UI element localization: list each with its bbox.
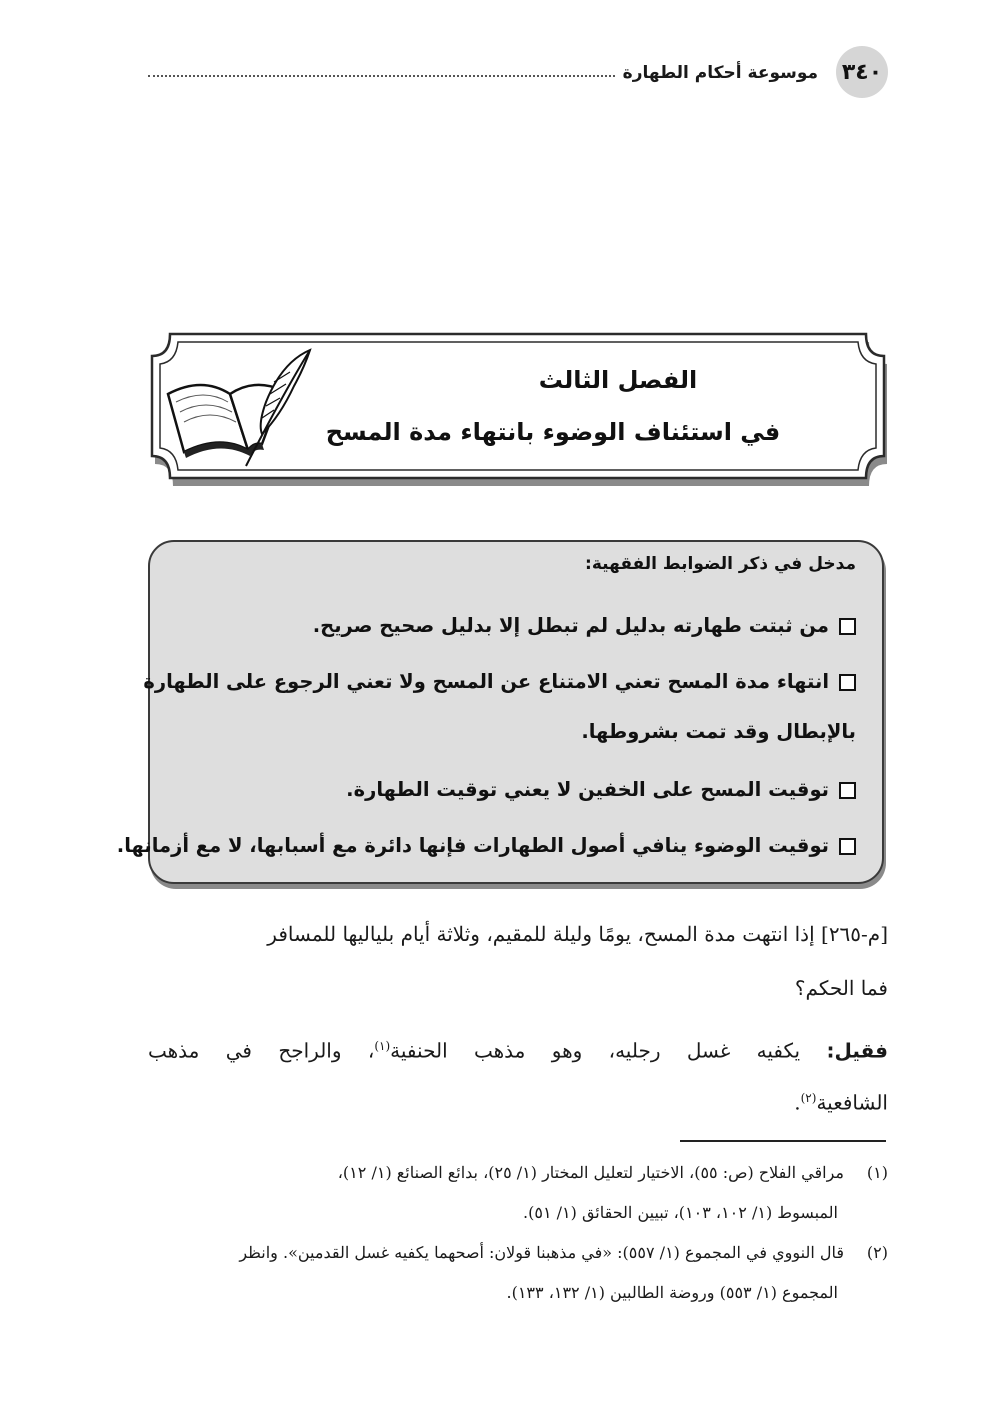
footnote-text-continuation: المجموع (١/ ٥٥٣) وروضة الطالبين (١/ ١٣٢، ١٣٣). [506, 1283, 838, 1302]
answer-text: ، والراجح في مذهب [148, 1038, 375, 1063]
issue-paragraph-line: [م-٢٦٥] إذا انتهت مدة المسح، يومًا وليلة للمقيم، وثلاثة أيام بلياليها للمسافر [267, 922, 888, 946]
footnote-separator [680, 1140, 886, 1142]
footnote-number: (٢) [866, 1243, 888, 1262]
answer-paragraph-line [148, 1078, 888, 1123]
page-number: ٣٤٠ [836, 46, 888, 98]
footnote-text-continuation: المبسوط (١/ ١٠٢، ١٠٣)، تبيين الحقائق (١/ ٥١). [523, 1203, 838, 1222]
checkbox-bullet-icon [839, 618, 856, 635]
chapter-frame [148, 330, 888, 486]
issue-paragraph-line: فما الحكم؟ [794, 976, 888, 1000]
footnote [148, 1156, 888, 1190]
rule-item [116, 820, 856, 872]
rule-item [162, 764, 856, 816]
rule-text: من ثبتت طهارته بدليل لم تبطل إلا بدليل صحيح صريح. [312, 614, 829, 637]
answer-paragraph-line [148, 1026, 888, 1071]
rule-text: توقيت الوضوء ينافي أصول الطهارات فإنها دائرة مع أسبابها، لا مع أزمانها. [116, 834, 829, 857]
answer-text: . [794, 1090, 801, 1115]
chapter-subtitle: في استئناف الوضوء بانتهاء مدة المسح [325, 418, 781, 446]
book-quill-icon [162, 342, 312, 470]
rule-text: توقيت المسح على الخفين لا يعني توقيت الطهارة. [346, 778, 829, 801]
checkbox-bullet-icon [839, 674, 856, 691]
chapter-title: الفصل الثالث [538, 366, 698, 394]
running-header [148, 58, 826, 88]
footnote-number: (١) [866, 1163, 888, 1182]
rule-item [162, 600, 856, 652]
rule-item [143, 656, 856, 708]
rules-box [116, 540, 884, 884]
footnote [148, 1236, 888, 1270]
rule-text: انتهاء مدة المسح تعني الامتناع عن المسح ولا تعني الرجوع على الطهارة [143, 670, 829, 693]
footnote-text: مراقي الفلاح (ص: ٥٥)، الاختيار لتعليل المختار (١/ ٢٥)، بدائع الصنائع (١/ ١٢)، [337, 1163, 844, 1182]
header-dotted-rule [148, 75, 615, 77]
book-title: موسوعة أحكام الطهارة [622, 63, 818, 83]
rules-heading: مدخل في ذكر الضوابط الفقهية: [585, 554, 856, 574]
checkbox-bullet-icon [839, 782, 856, 799]
footnote-ref[interactable]: (١) [374, 1039, 391, 1053]
footnote-ref[interactable]: (٢) [800, 1091, 817, 1105]
answer-text: يكفيه غسل رجليه، وهو مذهب الحنفية [390, 1038, 827, 1063]
rule-text-continuation: بالإبطال وقد تمت بشروطها. [581, 720, 856, 743]
answer-text: الشافعية [816, 1090, 888, 1115]
checkbox-bullet-icon [839, 838, 856, 855]
answer-lead: فقيل: [826, 1038, 888, 1063]
footnote-text: قال النووي في المجموع (١/ ٥٥٧): «في مذهبنا قولان: أصحهما يكفيه غسل القدمين». وانظر [239, 1243, 844, 1262]
